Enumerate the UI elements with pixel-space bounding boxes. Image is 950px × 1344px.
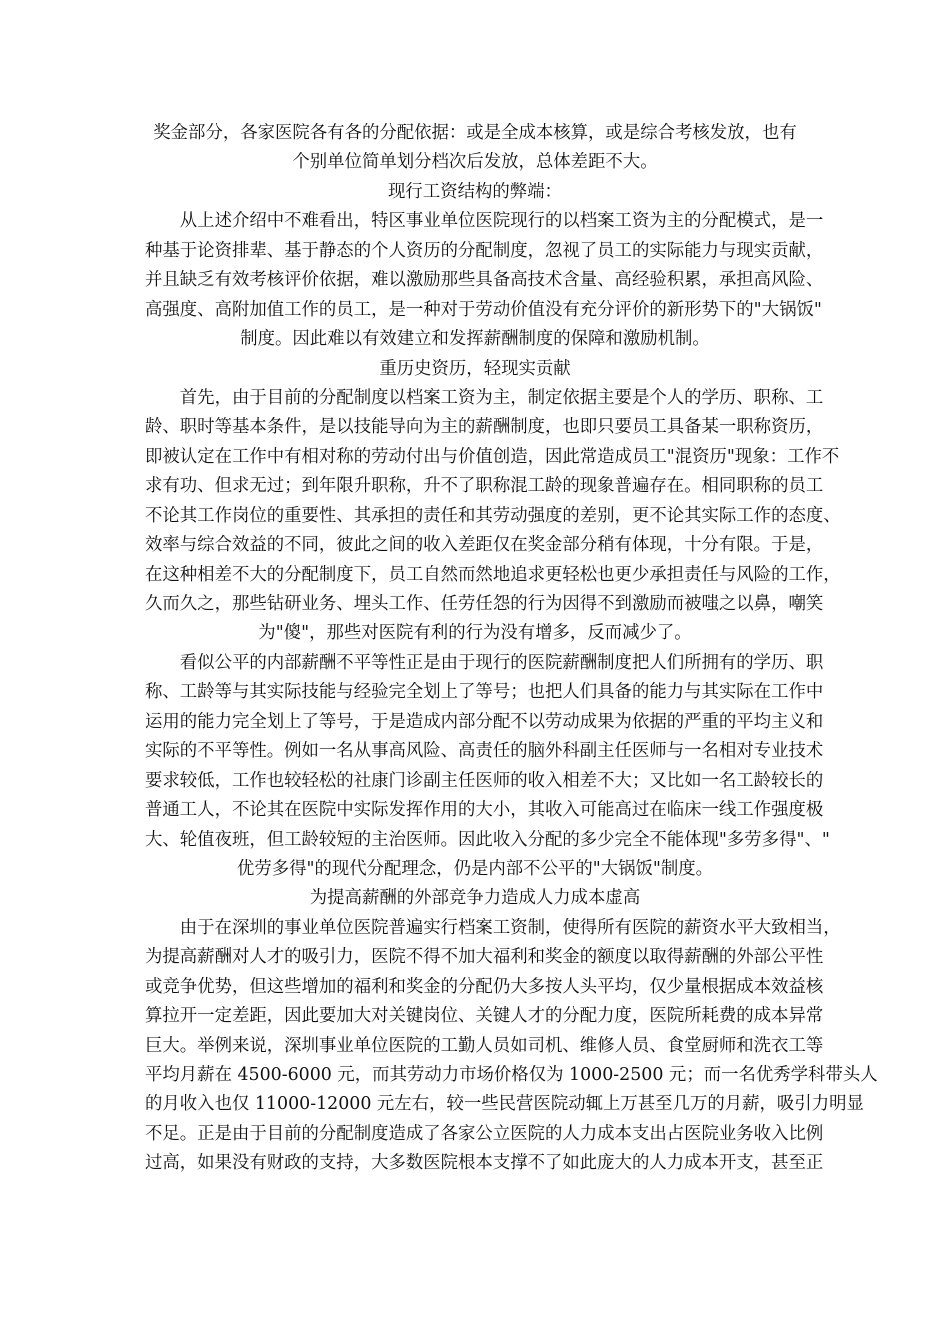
text-line: 在这种相差不大的分配制度下，员工自然而然地追求更轻松也更少承担责任与风险的工作， — [145, 564, 841, 585]
text-line: 看似公平的内部薪酬不平等性正是由于现行的医院薪酬制度把人们所拥有的学历、职 — [145, 652, 824, 673]
text-line: 即被认定在工作中有相对称的劳动付出与价值创造，因此常造成员工"混资历"现象：工作不 — [145, 446, 840, 467]
text-line: 不论其工作岗位的重要性、其承担的责任和其劳动强度的差别，更不论其实际工作的态度、 — [145, 505, 841, 526]
text-line: 算拉开一定差距，因此要加大对关键岗位、关键人才的分配力度，医院所耗费的成本异常 — [145, 1006, 824, 1027]
text-line: 种基于论资排辈、基于静态的个人资历的分配制度，忽视了员工的实际能力与现实贡献， — [145, 240, 824, 261]
text-line: 优劳多得"的现代分配理念，仍是内部不公平的"大锅饭"制度。 — [236, 858, 714, 879]
section-heading: 为提高薪酬的外部竞争力造成人力成本虚高 — [309, 888, 641, 909]
text-line: 制度。因此难以有效建立和发挥薪酬制度的保障和激励机制。 — [240, 329, 710, 350]
text-line: 从上述介绍中不难看出，特区事业单位医院现行的以档案工资为主的分配模式，是一 — [145, 211, 824, 232]
text-line: 或竞争优势，但这些增加的福利和奖金的分配仍大多按人头平均，仅少量根据成本效益核 — [145, 976, 824, 997]
section-heading: 重历史资历，轻现实贡献 — [379, 358, 571, 379]
text-line: 奖金部分，各家医院各有各的分配依据：或是全成本核算，或是综合考核发放，也有 — [153, 123, 797, 143]
section-heading: 现行工资结构的弊端： — [388, 181, 562, 202]
text-line: 称、工龄等与其实际技能与经验完全划上了等号；也把人们具备的能力与其实际在工作中 — [145, 682, 824, 703]
text-line: 久而久之，那些钻研业务、埋头工作、任劳任怨的行为因得不到激励而被嗤之以鼻，嘲笑 — [145, 594, 824, 614]
text-line: 个别单位简单划分档次后发放，总体差距不大。 — [292, 152, 658, 173]
text-line: 的月收入也仅 11000-12000 元左右，较一些民营医院动辄上万甚至几万的月薪，吸引力明显 — [145, 1094, 864, 1115]
document-body — [145, 119, 878, 1179]
text-line: 效率与综合效益的不同，彼此之间的收入差距仅在奖金部分稍有体现，十分有限。于是， — [145, 535, 824, 556]
text-line: 过高，如果没有财政的支持，大多数医院根本支撑不了如此庞大的人力成本开支，甚至正 — [145, 1153, 824, 1174]
text-line: 要求较低，工作也较轻松的社康门诊副主任医师的收入相差不大；又比如一名工龄较长的 — [145, 770, 824, 791]
text-line: 求有功、但求无过；到年限升职称，升不了职称混工龄的现象普遍存在。相同职称的员工 — [145, 476, 824, 497]
text-line: 巨大。举例来说，深圳事业单位医院的工勤人员如司机、维修人员、食堂厨师和洗衣工等 — [145, 1035, 824, 1056]
text-line: 运用的能力完全划上了等号，于是造成内部分配不以劳动成果为依据的严重的平均主义和 — [145, 711, 824, 732]
text-line: 普通工人，不论其在医院中实际发挥作用的大小，其收入可能高过在临床一线工作强度极 — [145, 800, 824, 821]
text-line: 不足。正是由于目前的分配制度造成了各家公立医院的人力成本支出占医院业务收入比例 — [145, 1123, 824, 1144]
text-line: 实际的不平等性。例如一名从事高风险、高责任的脑外科副主任医师与一名相对专业技术 — [145, 741, 824, 762]
text-line: 并且缺乏有效考核评价依据，难以激励那些具备高技术含量、高经验积累，承担高风险、 — [145, 270, 824, 291]
text-line: 为"傻"，那些对医院有利的行为没有增多，反而减少了。 — [258, 623, 692, 644]
text-line: 大、轮值夜班，但工龄较短的主治医师。因此收入分配的多少完全不能体现"多劳多得"、" — [145, 829, 830, 850]
text-line: 由于在深圳的事业单位医院普遍实行档案工资制，使得所有医院的薪资水平大致相当， — [145, 917, 841, 938]
text-line: 首先，由于目前的分配制度以档案工资为主，制定依据主要是个人的学历、职称、工 — [145, 387, 824, 408]
text-line: 平均月薪在 4500-6000 元，而其劳动力市场价格仅为 1000-2500 元；而一名优秀学科带头人 — [145, 1065, 878, 1085]
text-line: 为提高薪酬对人才的吸引力，医院不得不加大福利和奖金的额度以取得薪酬的外部公平性 — [145, 947, 824, 968]
text-line: 高强度、高附加值工作的员工，是一种对于劳动价值没有充分评价的新形势下的"大锅饭" — [145, 299, 822, 320]
text-line: 龄、职时等基本条件，是以技能导向为主的薪酬制度，也即只要员工具备某一职称资历， — [145, 417, 824, 438]
